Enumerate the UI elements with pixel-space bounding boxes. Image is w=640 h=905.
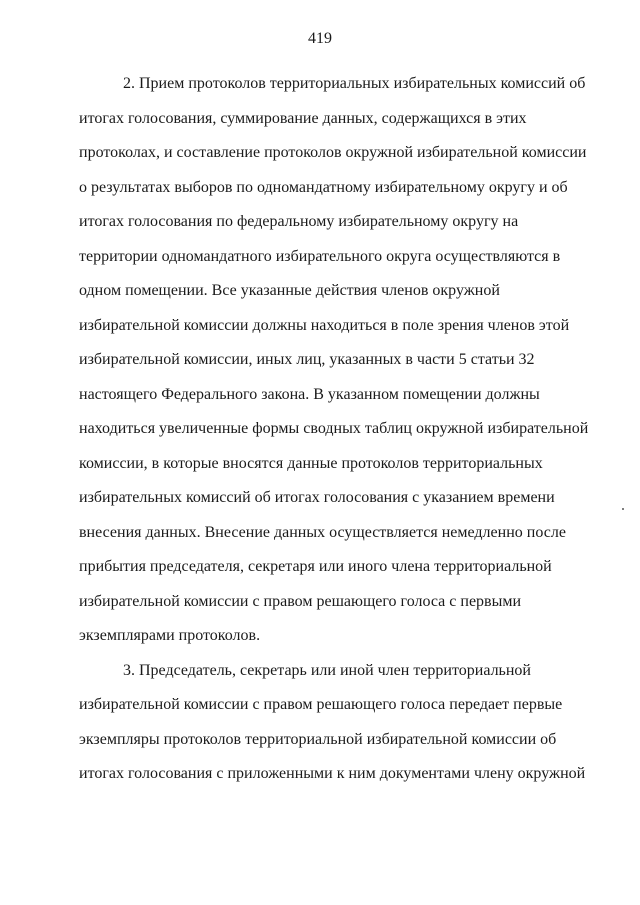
text-line: одном помещении. Все указанные действия членов окружной: [79, 282, 500, 299]
text-line: избирательной комиссии с правом решающего голоса с первыми: [79, 592, 522, 610]
text-line: 2. Прием протоколов территориальных избирательных комиссий об: [123, 75, 586, 92]
text-line: о результатах выборов по одномандатному избирательному округу и об: [79, 178, 568, 196]
text-line: находиться увеличенные формы сводных таблиц окружной избирательной: [79, 420, 589, 437]
text-line: комиссии, в которые вносятся данные протоколов территориальных: [79, 454, 543, 472]
paragraph-2: [79, 67, 589, 654]
text-line: протоколах, и составление протоколов окружной избирательной комиссии: [79, 144, 587, 161]
text-line: настоящего Федерального закона. В указанном помещении должны: [79, 385, 540, 403]
text-line: избирательной комиссии, иных лиц, указанных в части 5 статьи 32: [79, 351, 535, 368]
text-line: 3. Председатель, секретарь или иной член территориальной: [123, 661, 531, 679]
text-line: итогах голосования по федеральному избирательному округу на: [79, 213, 519, 230]
scan-speck: [622, 508, 624, 510]
document-body: [79, 67, 589, 792]
text-line: экземплярами протоколов.: [79, 627, 261, 644]
text-line: избирательных комиссий об итогах голосования с указанием времени: [79, 489, 555, 506]
text-line: избирательной комиссии с правом решающего голоса передает первые: [79, 696, 563, 713]
text-line: прибытия председателя, секретаря или иного члена территориальной: [79, 558, 552, 575]
paragraph-3: [79, 654, 586, 792]
text-line: экземпляры протоколов территориальной избирательной комиссии об: [79, 730, 557, 748]
text-line: внесения данных. Внесение данных осуществляется немедленно после: [79, 523, 566, 541]
text-line: итогах голосования, суммирование данных, содержащихся в этих: [79, 109, 527, 127]
text-line: избирательной комиссии должны находиться в поле зрения членов этой: [79, 316, 570, 334]
text-line: итогах голосования с приложенными к ним документами члену окружной: [79, 765, 586, 782]
text-line: территории одномандатного избирательного округа осуществляются в: [79, 247, 561, 265]
page-number: 419: [308, 30, 332, 47]
